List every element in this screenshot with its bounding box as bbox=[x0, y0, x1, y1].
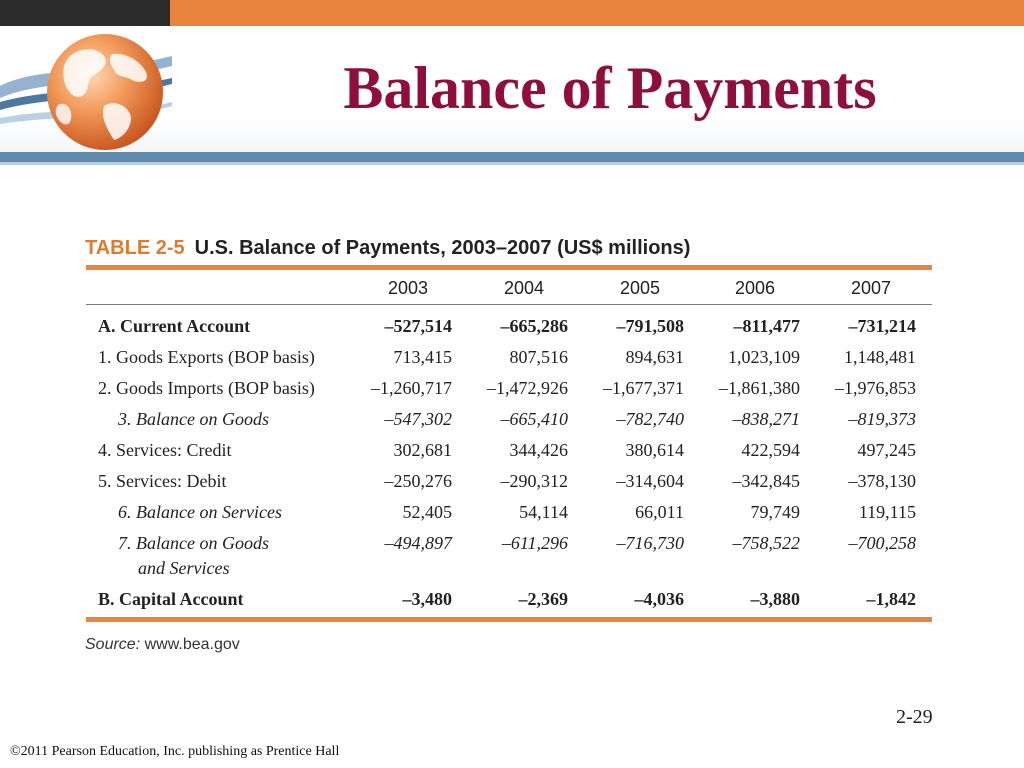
source-value: www.bea.gov bbox=[144, 636, 240, 653]
cell: –791,508 bbox=[616, 316, 684, 336]
top-bar-orange bbox=[170, 0, 1024, 26]
cell: –716,730 bbox=[616, 533, 684, 553]
table-row bbox=[78, 466, 948, 496]
table-row bbox=[78, 404, 948, 434]
cell: –665,286 bbox=[500, 316, 568, 336]
table-top-rule bbox=[86, 265, 932, 270]
cell: –1,976,853 bbox=[835, 378, 916, 398]
table-header-row bbox=[78, 278, 948, 304]
cell: –1,861,380 bbox=[719, 378, 800, 398]
cell: 1,148,481 bbox=[844, 347, 916, 367]
cell: 54,114 bbox=[519, 502, 568, 522]
cell: –342,845 bbox=[732, 471, 800, 491]
table-figure bbox=[78, 234, 948, 666]
cell: 380,614 bbox=[625, 440, 684, 460]
table-row bbox=[78, 584, 948, 614]
cell: 52,405 bbox=[402, 502, 452, 522]
cell: –1,260,717 bbox=[371, 378, 452, 398]
row-label: 4. Services: Credit bbox=[98, 440, 232, 460]
source-label: Source: bbox=[85, 636, 141, 653]
row-label: 6. Balance on Services bbox=[118, 502, 282, 522]
row-label: 1. Goods Exports (BOP basis) bbox=[98, 347, 315, 367]
cell: 713,415 bbox=[393, 347, 452, 367]
cell: –2,369 bbox=[518, 589, 568, 609]
year-header: 2005 bbox=[619, 278, 661, 298]
cell: 344,426 bbox=[509, 440, 568, 460]
table-row bbox=[78, 311, 948, 341]
row-label: B. Capital Account bbox=[98, 589, 244, 609]
cell: –250,276 bbox=[384, 471, 452, 491]
row-label: 2. Goods Imports (BOP basis) bbox=[98, 378, 315, 398]
page-number: 2-29 bbox=[896, 706, 933, 728]
cell: –290,312 bbox=[500, 471, 568, 491]
cell: –1,842 bbox=[866, 589, 916, 609]
cell: –819,373 bbox=[848, 409, 916, 429]
cell: –314,604 bbox=[616, 471, 684, 491]
cell: 894,631 bbox=[625, 347, 684, 367]
cell: –758,522 bbox=[732, 533, 800, 553]
cell: –527,514 bbox=[384, 316, 452, 336]
cell: –3,880 bbox=[750, 589, 800, 609]
table-row bbox=[78, 342, 948, 372]
cell: –547,302 bbox=[384, 409, 452, 429]
cell: –782,740 bbox=[616, 409, 684, 429]
cell: –494,897 bbox=[384, 533, 452, 553]
table-source bbox=[85, 634, 240, 656]
cell: 497,245 bbox=[857, 440, 916, 460]
cell: –3,480 bbox=[402, 589, 452, 609]
table-row bbox=[78, 497, 948, 527]
cell: 66,011 bbox=[635, 502, 684, 522]
table-bottom-rule bbox=[86, 617, 932, 622]
cell: 119,115 bbox=[858, 502, 916, 522]
cell: –4,036 bbox=[634, 589, 684, 609]
cell: 302,681 bbox=[393, 440, 452, 460]
cell: –378,130 bbox=[848, 471, 916, 491]
cell: –811,477 bbox=[733, 316, 800, 336]
cell: –1,472,926 bbox=[487, 378, 568, 398]
row-label: 7. Balance on Goods bbox=[118, 533, 269, 553]
row-label: A. Current Account bbox=[98, 316, 251, 336]
year-header: 2006 bbox=[734, 278, 776, 298]
cell: –700,258 bbox=[848, 533, 916, 553]
table-row bbox=[78, 435, 948, 465]
cell: 1,023,109 bbox=[728, 347, 800, 367]
cell: –731,214 bbox=[848, 316, 916, 336]
copyright-footer: ©2011 Pearson Education, Inc. publishing as Prentice Hall bbox=[10, 744, 340, 759]
cell: 807,516 bbox=[509, 347, 568, 367]
table-label: TABLE 2-5 bbox=[85, 237, 185, 259]
table-heading bbox=[85, 234, 690, 262]
cell: 79,749 bbox=[750, 502, 800, 522]
cell: –665,410 bbox=[500, 409, 568, 429]
header-divider-light bbox=[0, 162, 1024, 165]
row-label: 5. Services: Debit bbox=[98, 471, 227, 491]
top-bar-dark bbox=[0, 0, 170, 26]
row-label-continuation: and Services bbox=[138, 558, 230, 578]
table-caption: U.S. Balance of Payments, 2003–2007 (US$ millions) bbox=[194, 237, 691, 259]
cell: 422,594 bbox=[741, 440, 800, 460]
year-header: 2003 bbox=[387, 278, 429, 298]
table-row bbox=[78, 373, 948, 403]
row-label: 3. Balance on Goods bbox=[118, 409, 269, 429]
cell: –838,271 bbox=[732, 409, 800, 429]
table-header-rule bbox=[86, 304, 932, 305]
cell: –611,296 bbox=[501, 533, 568, 553]
table-row bbox=[78, 528, 948, 558]
globe-icon bbox=[0, 26, 172, 154]
cell: –1,677,371 bbox=[603, 378, 684, 398]
year-header: 2007 bbox=[850, 278, 892, 298]
slide-title: Balance of Payments bbox=[343, 55, 877, 121]
year-header: 2004 bbox=[503, 278, 545, 298]
